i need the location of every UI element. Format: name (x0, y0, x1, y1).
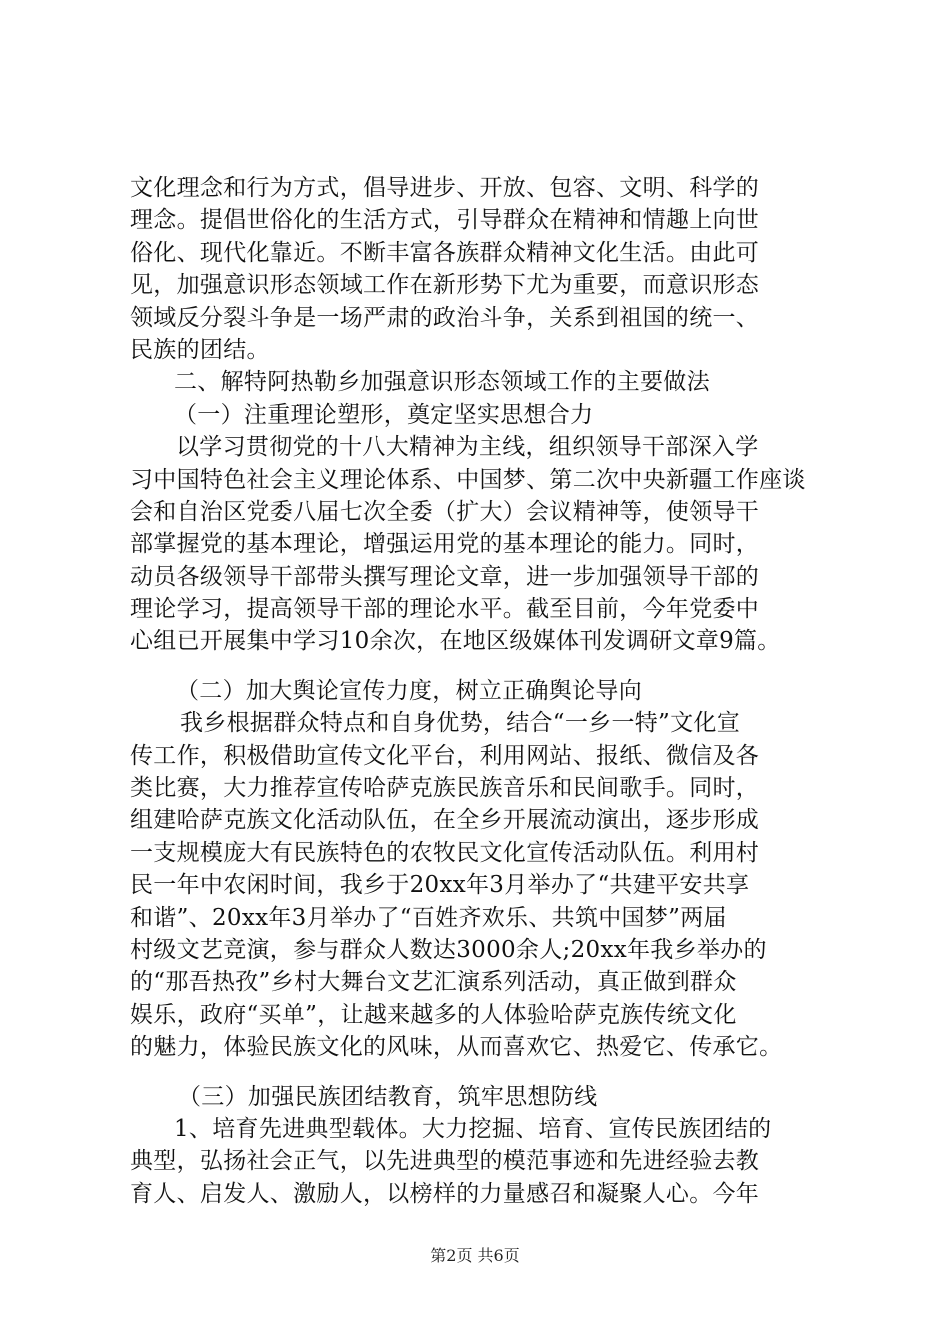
text-line: 村级文艺竞演，参与群众人数达3000余人;20xx年我乡举办的 (130, 936, 767, 963)
paragraph-gap (130, 658, 840, 675)
text-line: 1、培育先进典型载体。大力挖掘、培育、宣传民族团结的 (174, 1115, 772, 1142)
text-line: 的“那吾热孜”乡村大舞台文艺汇演系列活动，真正做到群众 (130, 969, 737, 996)
text-line: 民一年中农闲时间，我乡于20xx年3月举办了“共建平安共享 (130, 872, 750, 899)
paragraph-gap (130, 1064, 840, 1081)
text-line: 心组已开展集中学习10余次，在地区级媒体刊发调研文章9篇。 (130, 628, 781, 655)
text-line: 一支规模庞大有民族特色的农牧民文化宣传活动队伍。利用村 (130, 839, 760, 866)
text-line: 理念。提倡世俗化的生活方式，引导群众在精神和情趣上向世 (130, 207, 760, 234)
text-line: 领域反分裂斗争是一场严肃的政治斗争，关系到祖国的统一、 (130, 304, 760, 331)
text-line: 典型，弘扬社会正气，以先进典型的模范事迹和先进经验去教 (130, 1148, 760, 1175)
text-line: 组建哈萨克族文化活动队伍，在全乡开展流动演出，逐步形成 (130, 807, 760, 834)
text-line: 和谐”、20xx年3月举办了“百姓齐欢乐、共筑中国梦”两届 (130, 904, 727, 931)
page-number-footer: 第2页 共6页 (430, 1246, 520, 1265)
text-line: 理论学习，提高领导干部的理论水平。截至目前，今年党委中 (130, 596, 760, 623)
text-line: （三）加强民族团结教育，筑牢思想防线 (178, 1083, 598, 1110)
text-line: （二）加大舆论宣传力度，树立正确舆论导向 (176, 677, 642, 704)
text-line: 二、解特阿热勒乡加强意识形态领域工作的主要做法 (174, 369, 710, 396)
text-line: 文化理念和行为方式，倡导进步、开放、包容、文明、科学的 (130, 175, 760, 201)
text-line: 部掌握党的基本理论，增强运用党的基本理论的能力。同时， (130, 531, 760, 558)
document-body (130, 172, 840, 1210)
text-line: 动员各级领导干部带头撰写理论文章，进一步加强领导干部的 (130, 563, 760, 590)
text-line: 以学习贯彻党的十八大精神为主线，组织领导干部深入学 (176, 434, 759, 461)
text-line: 民族的团结。 (130, 336, 270, 363)
text-line: 的魅力，体验民族文化的风味，从而喜欢它、热爱它、传承它。 (130, 1034, 783, 1061)
text-line: 见，加强意识形态领域工作在新形势下尤为重要，而意识形态 (130, 272, 760, 299)
text-line: 会和自治区党委八届七次全委（扩大）会议精神等，使领导干 (130, 498, 760, 525)
text-line: 育人、启发人、激励人，以榜样的力量感召和凝聚人心。今年 (130, 1180, 760, 1207)
text-line: 类比赛，大力推荐宣传哈萨克族民族音乐和民间歌手。同时， (130, 775, 760, 802)
text-line: 我乡根据群众特点和自身优势，结合“一乡一特”文化宣 (180, 710, 741, 737)
text-line: （一）注重理论塑形，奠定坚实思想合力 (174, 401, 594, 428)
text-line: 习中国特色社会主义理论体系、中国梦、第二次中央新疆工作座谈 (130, 466, 806, 493)
text-line: 传工作，积极借助宣传文化平台，利用网站、报纸、微信及各 (130, 742, 760, 769)
text-line: 俗化、现代化靠近。不断丰富各族群众精神文化生活。由此可 (130, 239, 760, 266)
text-line: 娱乐，政府“买单”，让越来越多的人体验哈萨克族传统文化 (130, 1001, 737, 1028)
